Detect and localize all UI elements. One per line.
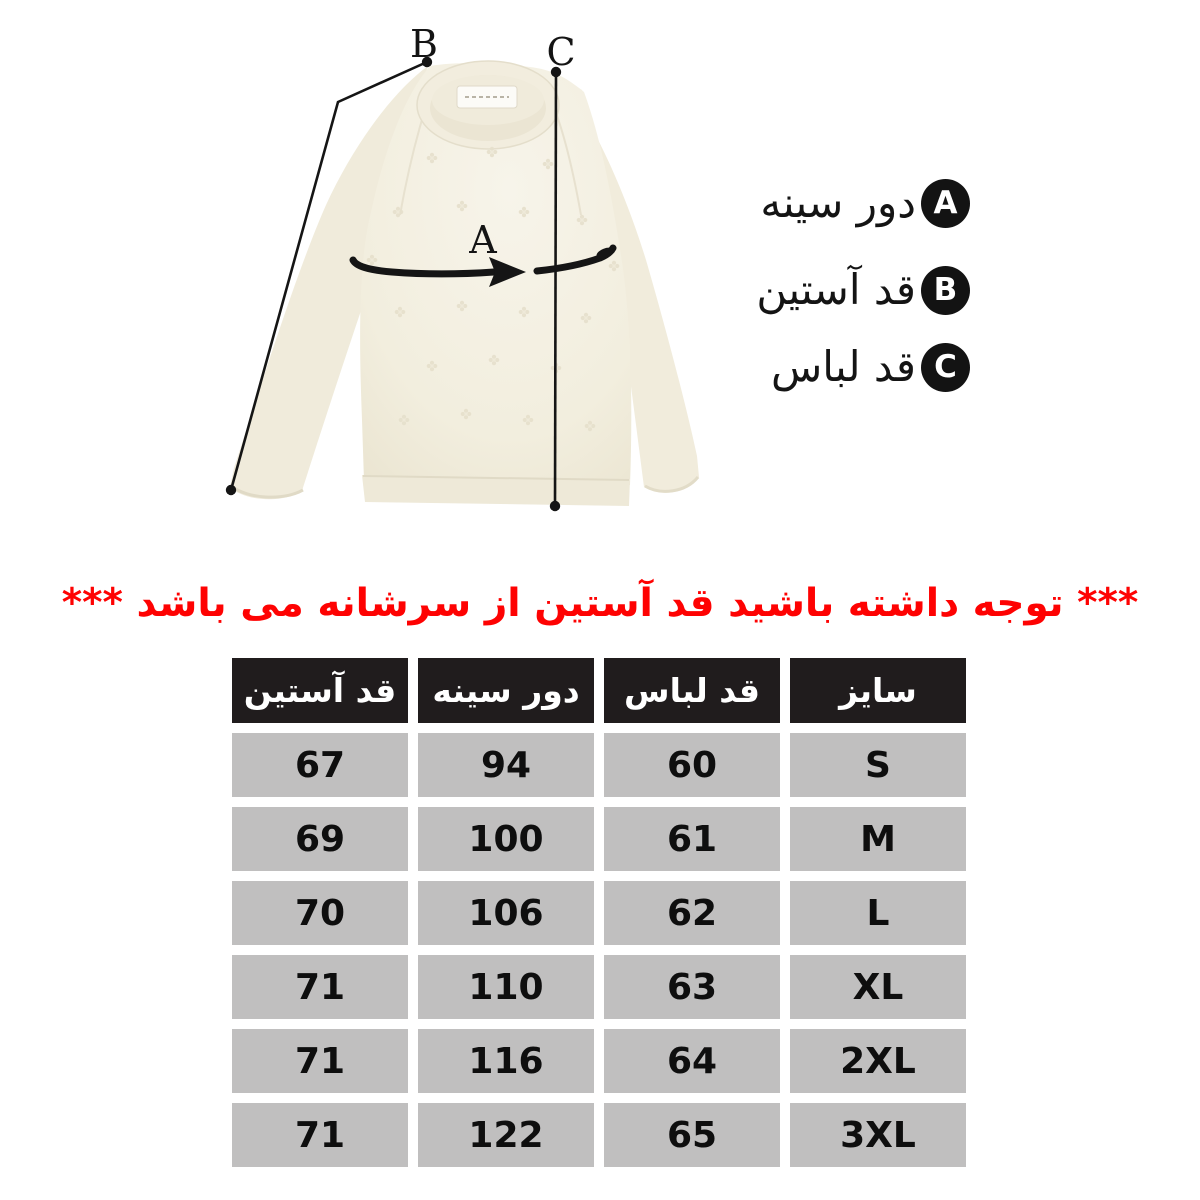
table-cell-size: 3XL xyxy=(790,1103,966,1167)
table-cell-chest: 122 xyxy=(418,1103,594,1167)
table-cell-size: XL xyxy=(790,955,966,1019)
size-table-header-size: سایز xyxy=(790,658,966,723)
diagram-marker-b: B xyxy=(410,22,438,66)
legend-label-length: قد لباس xyxy=(770,342,916,391)
table-cell-garment-length: 64 xyxy=(604,1029,780,1093)
legend-row-chest xyxy=(760,178,970,228)
diagram-marker-a: A xyxy=(469,218,497,262)
measure-line-c xyxy=(555,72,556,506)
table-cell-garment-length: 63 xyxy=(604,955,780,1019)
legend-row-sleeve xyxy=(756,265,970,315)
table-cell-chest: 110 xyxy=(418,955,594,1019)
table-cell-chest: 106 xyxy=(418,881,594,945)
legend-label-sleeve: قد آستین xyxy=(756,265,916,314)
legend-badge-c-icon: C xyxy=(921,343,970,392)
size-table-header-garment-length: قد لباس xyxy=(604,658,780,723)
table-cell-size: L xyxy=(790,881,966,945)
legend-label-chest: دور سینه xyxy=(760,178,916,227)
legend-badge-b-icon: B xyxy=(921,266,970,315)
legend-row-length xyxy=(771,342,970,392)
table-cell-chest: 100 xyxy=(418,807,594,871)
measure-c-endpoint-bottom xyxy=(550,501,560,511)
legend-badge-a-icon: A xyxy=(921,179,970,228)
table-cell-size: 2XL xyxy=(790,1029,966,1093)
size-table-header-chest: دور سینه xyxy=(418,658,594,723)
table-cell-size: S xyxy=(790,733,966,797)
measure-b-endpoint-bottom xyxy=(226,485,236,495)
table-cell-size: M xyxy=(790,807,966,871)
table-cell-sleeve: 69 xyxy=(232,807,408,871)
table-cell-sleeve: 67 xyxy=(232,733,408,797)
sleeve-measure-notice: *** توجه داشته باشید قد آستین از سرشانه می باشد *** xyxy=(61,581,1139,626)
table-cell-chest: 94 xyxy=(418,733,594,797)
table-cell-sleeve: 71 xyxy=(232,955,408,1019)
size-table xyxy=(232,658,966,1167)
table-cell-garment-length: 65 xyxy=(604,1103,780,1167)
sweater-diagram xyxy=(0,0,740,570)
table-cell-garment-length: 61 xyxy=(604,807,780,871)
table-cell-sleeve: 70 xyxy=(232,881,408,945)
table-cell-garment-length: 60 xyxy=(604,733,780,797)
table-cell-sleeve: 71 xyxy=(232,1029,408,1093)
table-cell-garment-length: 62 xyxy=(604,881,780,945)
size-table-header-sleeve: قد آستین xyxy=(232,658,408,723)
table-cell-sleeve: 71 xyxy=(232,1103,408,1167)
table-cell-chest: 116 xyxy=(418,1029,594,1093)
diagram-marker-c: C xyxy=(546,30,576,74)
